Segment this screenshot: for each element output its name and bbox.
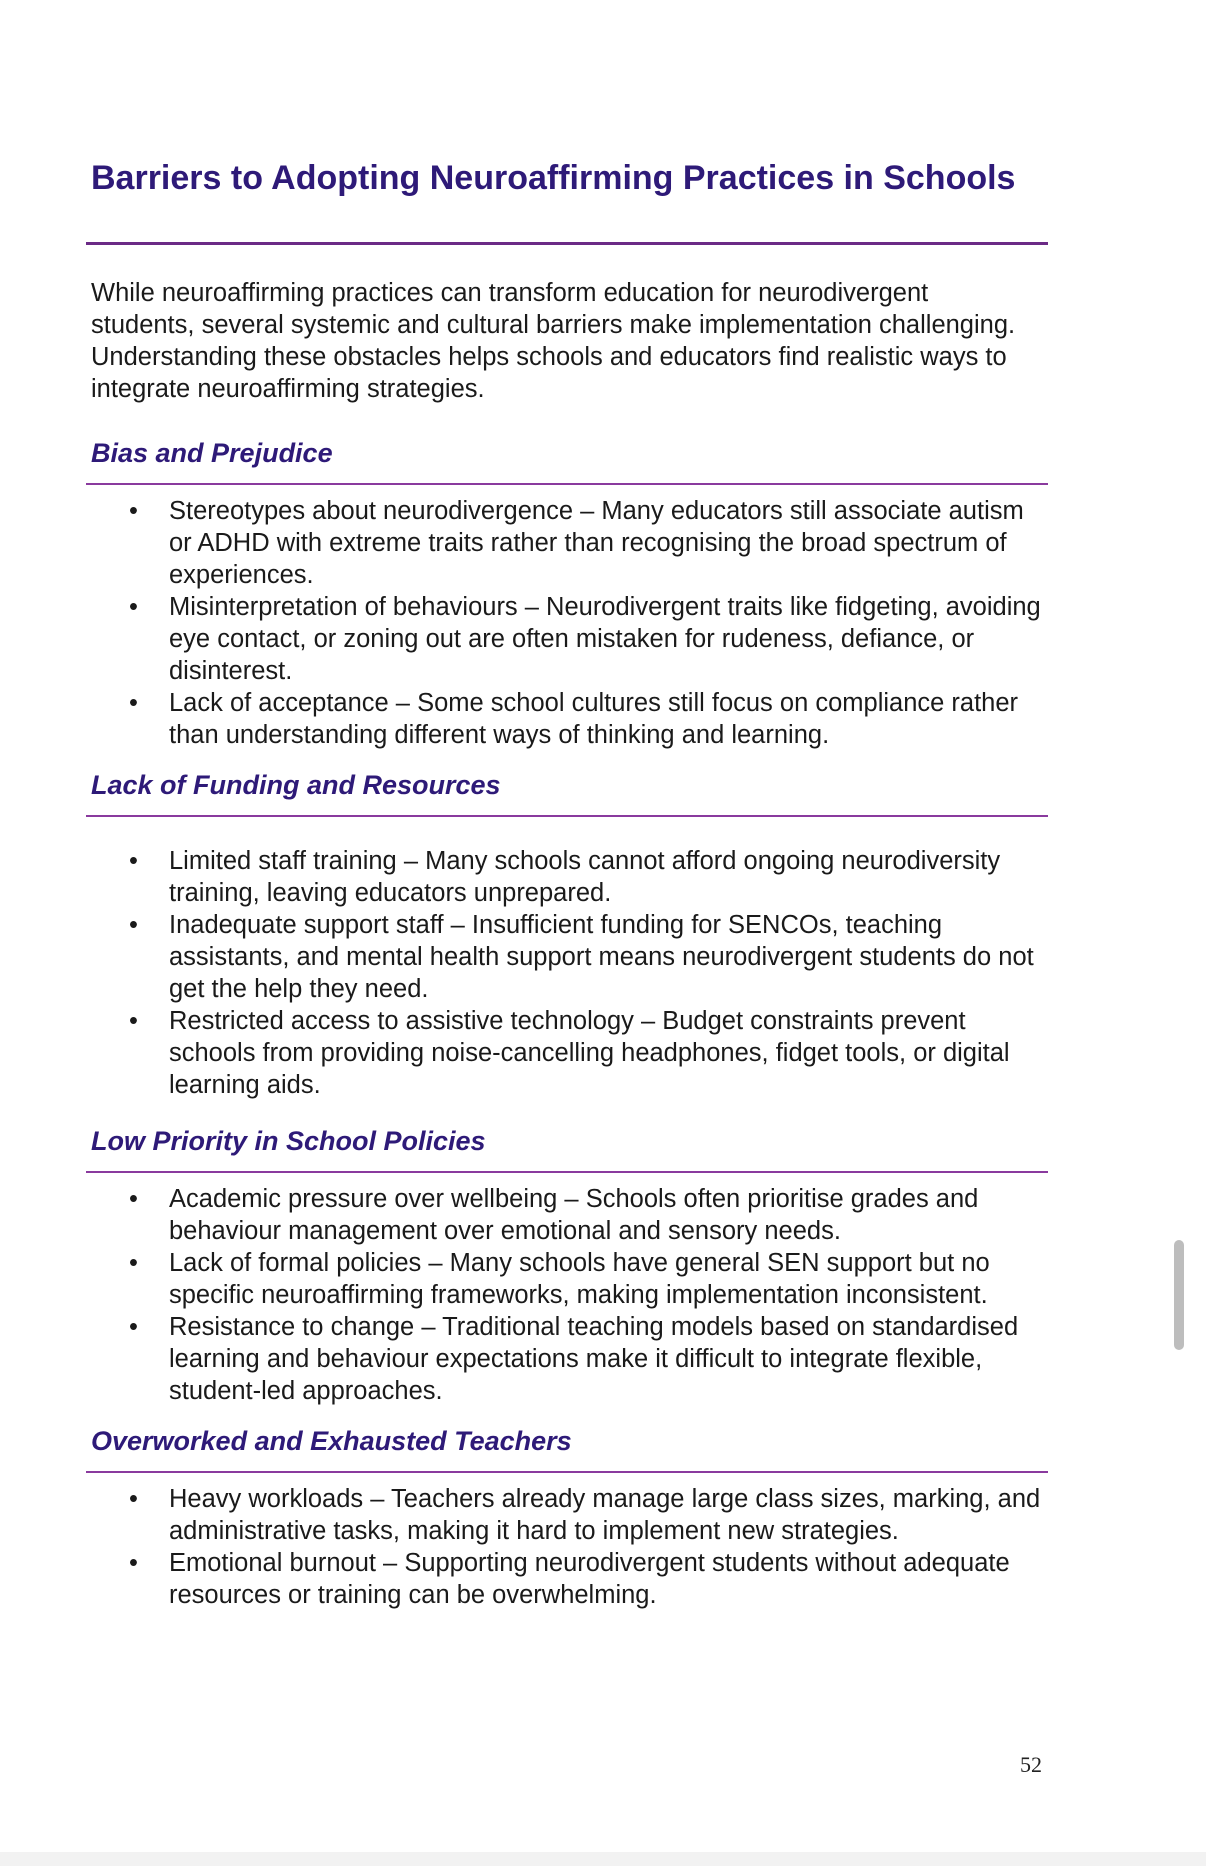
list-item-text: Lack of acceptance – Some school cultures still focus on compliance rather than understanding different ways of thinking and learning.: [169, 689, 1019, 749]
list-item: [88, 909, 1049, 1005]
list-item: [88, 845, 1049, 909]
bullet-list: [88, 495, 1048, 751]
section-divider: [86, 483, 1048, 485]
bullet-list: [88, 1183, 1048, 1407]
list-item: [88, 1247, 1049, 1311]
list-item-text: Lack of formal policies – Many schools have general SEN support but no specific neuroaffirming frameworks, making implementation inconsistent.: [169, 1249, 990, 1309]
list-item-text: Limited staff training – Many schools cannot afford ongoing neurodiversity training, leaving educators unprepared.: [169, 847, 1001, 907]
section-heading: Overworked and Exhausted Teachers: [91, 1426, 572, 1456]
bullet-icon: •: [129, 1313, 138, 1341]
bullet-icon: •: [129, 1549, 138, 1577]
list-item-text: Inadequate support staff – Insufficient funding for SENCOs, teaching assistants, and mental health support means neurodivergent students do not get the help they need.: [169, 911, 1034, 1003]
list-item: [88, 1483, 1049, 1547]
list-item-text: Heavy workloads – Teachers already manage large class sizes, marking, and administrative tasks, making it hard to implement new strategies.: [169, 1485, 1041, 1545]
list-item-text: Restricted access to assistive technology – Budget constraints prevent schools from providing noise-cancelling headphones, fidget tools, or digital learning aids.: [169, 1007, 1010, 1099]
section-heading: Bias and Prejudice: [91, 438, 333, 468]
bullet-list: [88, 1483, 1048, 1611]
section-divider: [86, 815, 1048, 817]
list-item-text: Misinterpretation of behaviours – Neurodivergent traits like fidgeting, avoiding eye contact, or zoning out are often mistaken for rudeness, defiance, or disinterest.: [169, 593, 1041, 685]
bullet-icon: •: [129, 1249, 138, 1277]
list-item: [88, 1005, 1049, 1101]
bullet-icon: •: [129, 497, 138, 525]
list-item-text: Emotional burnout – Supporting neurodivergent students without adequate resources or training can be overwhelming.: [169, 1549, 1010, 1609]
bullet-icon: •: [129, 1007, 138, 1035]
section-heading: Low Priority in School Policies: [91, 1126, 486, 1156]
title-divider: [86, 242, 1048, 245]
list-item-text: Stereotypes about neurodivergence – Many educators still associate autism or ADHD with extreme traits rather than recognising the broad spectrum of experiences.: [169, 497, 1024, 589]
section-lack-of-funding: [88, 767, 1048, 1101]
scrollbar-thumb[interactable]: [1174, 1240, 1184, 1350]
bullet-icon: •: [129, 1485, 138, 1513]
list-item: [88, 591, 1049, 687]
page-number: 52: [1020, 1752, 1042, 1777]
bullet-icon: •: [129, 593, 138, 621]
section-overworked-teachers: [88, 1423, 1048, 1611]
page-content: [88, 130, 1048, 1611]
section-low-priority: [88, 1123, 1048, 1407]
section-bias-and-prejudice: [88, 435, 1048, 751]
list-item-text: Resistance to change – Traditional teaching models based on standardised learning and behaviour expectations make it difficult to integrate flexible, student-led approaches.: [169, 1313, 1019, 1405]
list-item: [88, 1183, 1049, 1247]
section-divider: [86, 1171, 1048, 1173]
bullet-icon: •: [129, 1185, 138, 1213]
intro-paragraph: While neuroaffirming practices can transform education for neurodivergent students, several systemic and cultural barriers make implementation challenging. Understanding these obstacles helps schools and educators find realistic ways to integrate neuroaffirming strategies.: [91, 279, 1016, 403]
bullet-icon: •: [129, 911, 138, 939]
section-heading: Lack of Funding and Resources: [91, 770, 501, 800]
list-item: [88, 687, 1049, 751]
list-item: [88, 1311, 1049, 1407]
section-divider: [86, 1471, 1048, 1473]
page-title: Barriers to Adopting Neuroaffirming Practices in Schools: [91, 159, 1016, 197]
list-item: [88, 495, 1049, 591]
list-item: [88, 1547, 1049, 1611]
bullet-icon: •: [129, 847, 138, 875]
bullet-list: [88, 845, 1048, 1101]
bullet-icon: •: [129, 689, 138, 717]
list-item-text: Academic pressure over wellbeing – Schools often prioritise grades and behaviour management over emotional and sensory needs.: [169, 1185, 979, 1245]
bottom-edge: [0, 1852, 1206, 1866]
